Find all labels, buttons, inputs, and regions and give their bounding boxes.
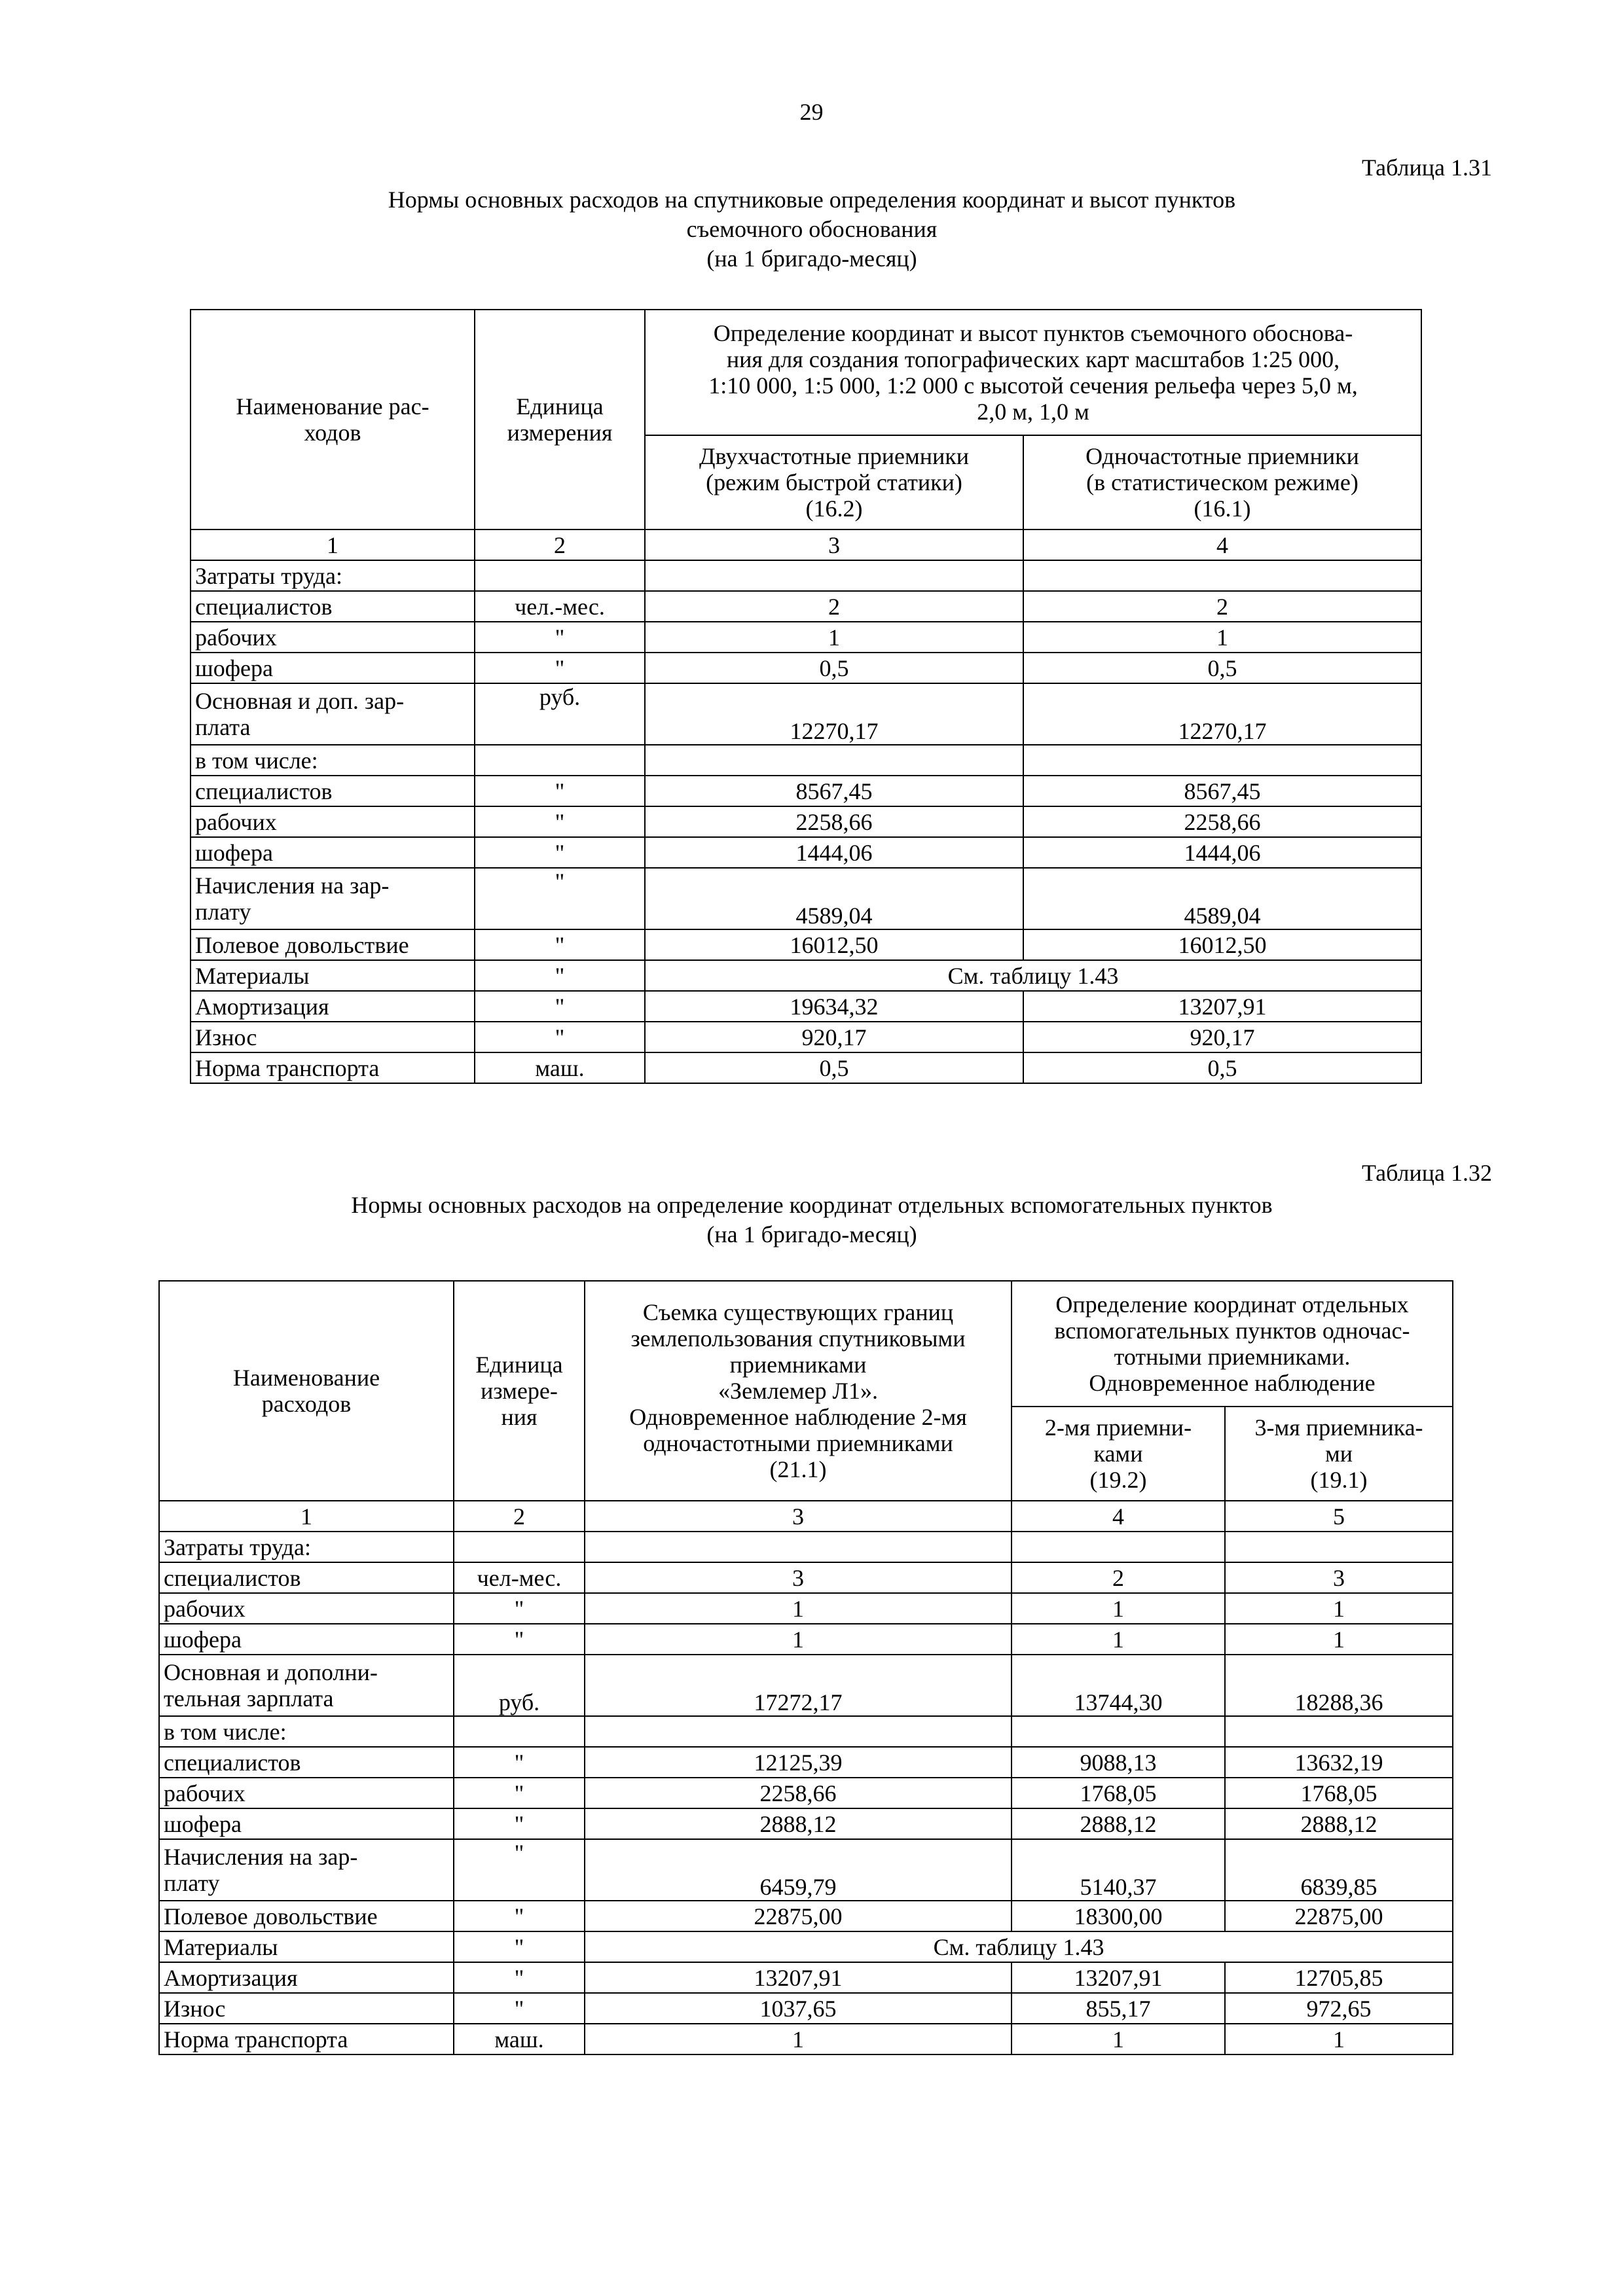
row-name: Износ <box>159 1993 454 2024</box>
table-row <box>191 622 1421 653</box>
row-value: 0,5 <box>1023 653 1421 683</box>
row-value: 972,65 <box>1225 1993 1453 2024</box>
row-value: 1 <box>645 622 1023 653</box>
row-value <box>585 1716 1012 1747</box>
row-value: 1 <box>1012 1593 1225 1624</box>
row-value: 920,17 <box>645 1022 1023 1052</box>
row-unit: " <box>454 1747 585 1778</box>
row-value: 0,5 <box>1023 1052 1421 1083</box>
header-col3: Съемка существующих границ землепользования спутниковыми приемниками «Землемер Л1». Одновременное наблюдение 2-мя одночастотными приемниками (21.1) <box>585 1281 1012 1501</box>
row-value: 1444,06 <box>1023 837 1421 868</box>
row-value: 1768,05 <box>1012 1778 1225 1808</box>
column-number: 2 <box>475 529 645 560</box>
row-name: Амортизация <box>159 1962 454 1993</box>
row-value: 16012,50 <box>1023 929 1421 960</box>
row-value: 5140,37 <box>1012 1839 1225 1901</box>
row-name: в том числе: <box>159 1716 454 1747</box>
table-row <box>191 683 1421 745</box>
header-group: Определение координат и высот пунктов съемочного обоснова- ния для создания топографических карт масштабов 1:25 000, 1:10 000, 1:5 000, 1:2 000 с высотой сечения рельефа через 5,0 м, 2,0 м, 1,0 м <box>645 310 1421 435</box>
row-value <box>585 1532 1012 1562</box>
row-unit: " <box>454 1839 585 1901</box>
row-unit: " <box>454 1901 585 1931</box>
table-row <box>159 1778 1453 1808</box>
column-number: 4 <box>1012 1501 1225 1532</box>
table-row <box>159 2024 1453 2054</box>
row-value <box>1023 560 1421 591</box>
table-1-32 <box>158 1280 1453 2055</box>
row-value: 6839,85 <box>1225 1839 1453 1901</box>
row-unit: " <box>475 622 645 653</box>
row-name: шофера <box>191 653 475 683</box>
row-value: 1 <box>585 1624 1012 1655</box>
row-value: 1 <box>1225 2024 1453 2054</box>
header-col4: Одночастотные приемники (в статистическом режиме) (16.1) <box>1023 435 1421 529</box>
row-value: 4589,04 <box>645 868 1023 929</box>
row-value <box>1225 1532 1453 1562</box>
row-value: 1768,05 <box>1225 1778 1453 1808</box>
row-name: рабочих <box>191 622 475 653</box>
row-value <box>1225 1716 1453 1747</box>
row-value: 1037,65 <box>585 1993 1012 2024</box>
row-name: Основная и дополни- тельная зарплата <box>159 1655 454 1716</box>
row-unit: " <box>454 1808 585 1839</box>
row-name: Материалы <box>191 960 475 991</box>
row-value: 0,5 <box>645 653 1023 683</box>
row-merged-value: См. таблицу 1.43 <box>585 1931 1453 1962</box>
row-value: 2 <box>1012 1562 1225 1593</box>
row-value: 2258,66 <box>585 1778 1012 1808</box>
table-row <box>159 1532 1453 1562</box>
row-value <box>645 745 1023 776</box>
row-value: 855,17 <box>1012 1993 1225 2024</box>
row-unit: " <box>454 1931 585 1962</box>
row-name: Основная и доп. зар- плата <box>191 683 475 745</box>
header-col3: Двухчастотные приемники (режим быстрой статики) (16.2) <box>645 435 1023 529</box>
column-number: 5 <box>1225 1501 1453 1532</box>
row-unit: " <box>454 1993 585 2024</box>
column-number: 2 <box>454 1501 585 1532</box>
row-unit: " <box>475 776 645 806</box>
row-name: Норма транспорта <box>159 2024 454 2054</box>
row-value: 2888,12 <box>1225 1808 1453 1839</box>
row-unit <box>454 1532 585 1562</box>
table-row <box>159 1747 1453 1778</box>
row-unit: маш. <box>475 1052 645 1083</box>
row-value: 13207,91 <box>585 1962 1012 1993</box>
row-value: 2 <box>645 591 1023 622</box>
table-1-31-title: Нормы основных расходов на спутниковые определения координат и высот пунктов съемочного обоснования (на 1 бригадо-месяц) <box>388 187 1236 272</box>
table-row <box>159 1993 1453 2024</box>
row-unit <box>475 745 645 776</box>
row-unit: " <box>454 1962 585 1993</box>
row-value: 2258,66 <box>1023 806 1421 837</box>
column-number: 1 <box>191 529 475 560</box>
row-name: шофера <box>159 1624 454 1655</box>
row-unit: " <box>475 868 645 929</box>
row-name: рабочих <box>191 806 475 837</box>
row-value: 920,17 <box>1023 1022 1421 1052</box>
header-unit: Единица измере- ния <box>454 1281 585 1501</box>
table-row <box>191 806 1421 837</box>
table-row <box>191 991 1421 1022</box>
row-name: специалистов <box>191 591 475 622</box>
table-row <box>159 1808 1453 1839</box>
row-name: рабочих <box>159 1593 454 1624</box>
table-row <box>159 1931 1453 1962</box>
row-value: 22875,00 <box>1225 1901 1453 1931</box>
row-unit: руб. <box>475 683 645 745</box>
row-name: Затраты труда: <box>159 1532 454 1562</box>
row-name: специалистов <box>159 1747 454 1778</box>
row-unit: маш. <box>454 2024 585 2054</box>
row-value: 3 <box>585 1562 1012 1593</box>
table-row <box>191 1022 1421 1052</box>
row-unit: " <box>454 1624 585 1655</box>
row-value: 6459,79 <box>585 1839 1012 1901</box>
row-value: 8567,45 <box>645 776 1023 806</box>
row-value: 4589,04 <box>1023 868 1421 929</box>
table-row <box>159 1562 1453 1593</box>
table-1-31-label: Таблица 1.31 <box>1362 154 1492 181</box>
table-1-32-label: Таблица 1.32 <box>1362 1160 1492 1186</box>
row-name: Затраты труда: <box>191 560 475 591</box>
column-number: 1 <box>159 1501 454 1532</box>
row-name: Начисления на зар- плату <box>159 1839 454 1901</box>
row-value: 1 <box>585 2024 1012 2054</box>
row-value: 3 <box>1225 1562 1453 1593</box>
table-row <box>191 745 1421 776</box>
row-unit <box>475 560 645 591</box>
header-name: Наименование рас- ходов <box>191 310 475 529</box>
row-value: 2 <box>1023 591 1421 622</box>
row-unit: " <box>475 837 645 868</box>
row-value: 12270,17 <box>1023 683 1421 745</box>
row-value: 1 <box>585 1593 1012 1624</box>
table-row <box>191 560 1421 591</box>
row-value <box>645 560 1023 591</box>
row-name: Полевое довольствие <box>159 1901 454 1931</box>
row-value: 13207,91 <box>1012 1962 1225 1993</box>
row-name: Начисления на зар- плату <box>191 868 475 929</box>
row-unit: руб. <box>454 1655 585 1716</box>
row-name: специалистов <box>159 1562 454 1593</box>
row-unit: чел.-мес. <box>475 591 645 622</box>
row-value: 12705,85 <box>1225 1962 1453 1993</box>
row-name: специалистов <box>191 776 475 806</box>
row-name: Полевое довольствие <box>191 929 475 960</box>
column-number: 3 <box>645 529 1023 560</box>
table-row <box>191 868 1421 929</box>
row-name: Материалы <box>159 1931 454 1962</box>
row-value: 1 <box>1225 1593 1453 1624</box>
row-value: 13744,30 <box>1012 1655 1225 1716</box>
row-value: 1 <box>1225 1624 1453 1655</box>
header-unit: Единица измерения <box>475 310 645 529</box>
row-unit: " <box>454 1593 585 1624</box>
row-value: 13632,19 <box>1225 1747 1453 1778</box>
row-unit: " <box>454 1778 585 1808</box>
row-value: 18288,36 <box>1225 1655 1453 1716</box>
row-value: 17272,17 <box>585 1655 1012 1716</box>
row-name: Амортизация <box>191 991 475 1022</box>
row-name: шофера <box>159 1808 454 1839</box>
table-row <box>159 1962 1453 1993</box>
header-group: Определение координат отдельных вспомогательных пунктов одночас- тотными приемниками. Одновременное наблюдение <box>1012 1281 1453 1407</box>
row-value: 12270,17 <box>645 683 1023 745</box>
table-row <box>159 1901 1453 1931</box>
table-row <box>159 1655 1453 1716</box>
header-name: Наименование расходов <box>159 1281 454 1501</box>
row-value <box>1012 1532 1225 1562</box>
row-unit: " <box>475 929 645 960</box>
table-1-31 <box>190 309 1422 1084</box>
row-name: шофера <box>191 837 475 868</box>
row-value: 18300,00 <box>1012 1901 1225 1931</box>
row-value <box>1012 1716 1225 1747</box>
table-row <box>191 591 1421 622</box>
row-value: 2888,12 <box>1012 1808 1225 1839</box>
row-unit: " <box>475 1022 645 1052</box>
table-1-32-title: Нормы основных расходов на определение координат отдельных вспомогательных пунктов (на 1 бригадо-месяц) <box>351 1192 1273 1247</box>
table-row <box>191 960 1421 991</box>
table-row <box>159 1593 1453 1624</box>
table-row <box>191 653 1421 683</box>
row-name: в том числе: <box>191 745 475 776</box>
row-value: 0,5 <box>645 1052 1023 1083</box>
row-value: 9088,13 <box>1012 1747 1225 1778</box>
table-row <box>191 837 1421 868</box>
row-name: Износ <box>191 1022 475 1052</box>
table-row <box>159 1624 1453 1655</box>
column-number: 4 <box>1023 529 1421 560</box>
row-unit: " <box>475 991 645 1022</box>
header-col4: 2-мя приемни- ками (19.2) <box>1012 1407 1225 1501</box>
table-row <box>191 1052 1421 1083</box>
row-value: 1444,06 <box>645 837 1023 868</box>
row-value: 1 <box>1012 2024 1225 2054</box>
table-row <box>191 929 1421 960</box>
row-value: 13207,91 <box>1023 991 1421 1022</box>
page-number: 29 <box>799 99 824 125</box>
row-name: рабочих <box>159 1778 454 1808</box>
row-merged-value: См. таблицу 1.43 <box>645 960 1421 991</box>
column-number: 3 <box>585 1501 1012 1532</box>
row-value: 1 <box>1023 622 1421 653</box>
row-unit: " <box>475 960 645 991</box>
table-row <box>159 1716 1453 1747</box>
row-value: 8567,45 <box>1023 776 1421 806</box>
row-unit: чел-мес. <box>454 1562 585 1593</box>
row-value: 2258,66 <box>645 806 1023 837</box>
row-value: 12125,39 <box>585 1747 1012 1778</box>
row-unit: " <box>475 653 645 683</box>
row-name: Норма транспорта <box>191 1052 475 1083</box>
row-unit: " <box>475 806 645 837</box>
row-value: 16012,50 <box>645 929 1023 960</box>
table-row <box>191 776 1421 806</box>
row-value: 2888,12 <box>585 1808 1012 1839</box>
row-value: 22875,00 <box>585 1901 1012 1931</box>
row-value <box>1023 745 1421 776</box>
table-row <box>159 1839 1453 1901</box>
header-col5: 3-мя приемника- ми (19.1) <box>1225 1407 1453 1501</box>
row-unit <box>454 1716 585 1747</box>
row-value: 19634,32 <box>645 991 1023 1022</box>
row-value: 1 <box>1012 1624 1225 1655</box>
